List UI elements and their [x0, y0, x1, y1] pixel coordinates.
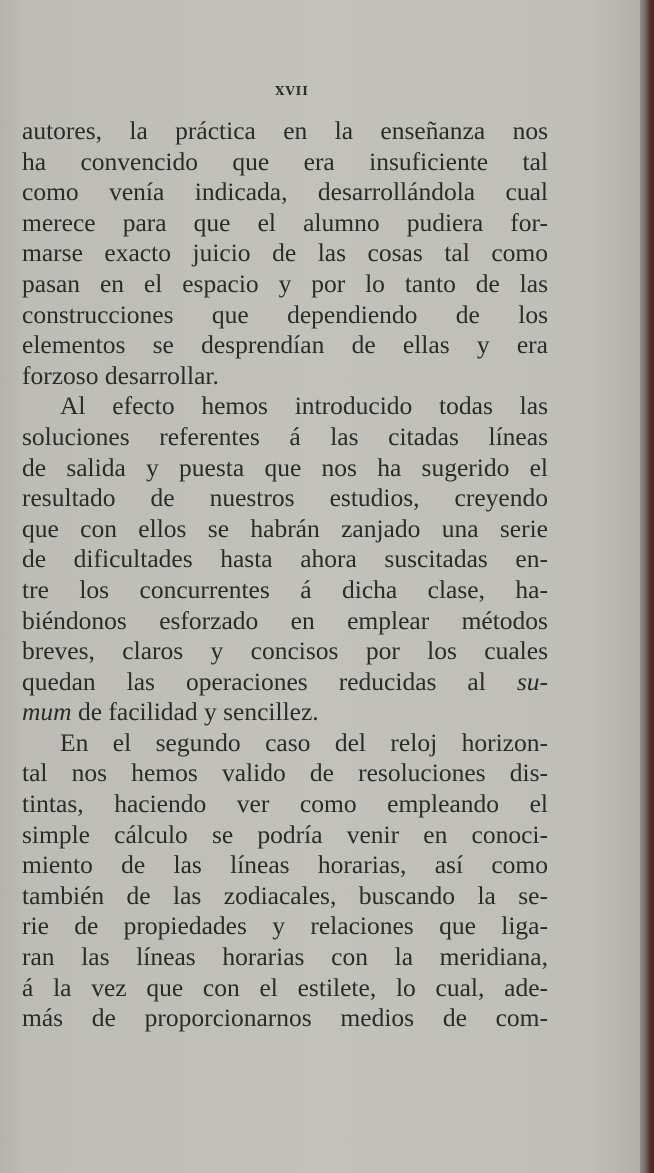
text-line: simple cálculo se podría venir en conoci- [22, 819, 548, 849]
text-line: marse exacto juicio de las cosas tal como [22, 238, 548, 268]
paragraph-3 [22, 728, 548, 1034]
text-line: también de las zodiacales, buscando la se- [22, 880, 548, 910]
text-line: de salida y puesta que nos ha sugerido el [22, 452, 548, 482]
text-line: merece para que el alumno pudiera for- [22, 207, 548, 237]
text-line: miento de las líneas horarias, así como [22, 850, 548, 880]
text-line: de dificultades hasta ahora suscitadas en- [22, 544, 548, 574]
paragraph-2 [22, 391, 548, 728]
text-line: Al efecto hemos introducido todas las [60, 391, 548, 421]
text-line: ran las líneas horarias con la meridiana, [22, 942, 548, 972]
text-line: elementos se desprendían de ellas y era [22, 330, 548, 360]
text-line: forzoso desarrollar. [22, 360, 219, 390]
text-run: quedan las operaciones reducidas al [22, 666, 486, 696]
text-line: tintas, haciendo ver como empleando el [22, 789, 548, 819]
text-line: pasan en el espacio y por lo tanto de las [22, 268, 548, 298]
italic-text: mum [22, 697, 72, 727]
text-run: de facilidad y sencillez. [77, 697, 319, 727]
body-text [22, 116, 548, 1034]
text-line: tal nos hemos valido de resoluciones dis- [22, 758, 548, 788]
text-line: soluciones referentes á las citadas líneas [22, 421, 548, 451]
text-line: construcciones que dependiendo de los [22, 299, 548, 329]
text-line: En el segundo caso del reloj horizon- [60, 727, 548, 757]
text-line-with-italic [22, 667, 548, 698]
text-line: que con ellos se habrán zanjado una serie [22, 513, 548, 543]
text-line: rie de propiedades y relaciones que liga- [22, 911, 548, 941]
text-line: á la vez que con el estilete, lo cual, ade- [22, 972, 548, 1002]
text-line: como venía indicada, desarrollándola cual [22, 177, 548, 207]
text-line: tre los concurrentes á dicha clase, ha- [22, 574, 548, 604]
text-line: ha convencido que era insuficiente tal [22, 146, 548, 176]
text-line: biéndonos esforzado en emplear métodos [22, 605, 548, 635]
text-line: más de proporcionarnos medios de com- [22, 1003, 548, 1033]
text-line: autores, la práctica en la enseñanza nos [22, 116, 548, 145]
book-spine-edge [640, 0, 654, 1173]
italic-text: su- [516, 666, 549, 696]
page-number: XVII [275, 84, 309, 98]
paragraph-1 [22, 116, 548, 391]
text-line-with-italic [22, 697, 548, 728]
text-line: breves, claros y concisos por los cuales [22, 636, 548, 666]
text-line: resultado de nuestros estudios, creyendo [22, 483, 548, 513]
